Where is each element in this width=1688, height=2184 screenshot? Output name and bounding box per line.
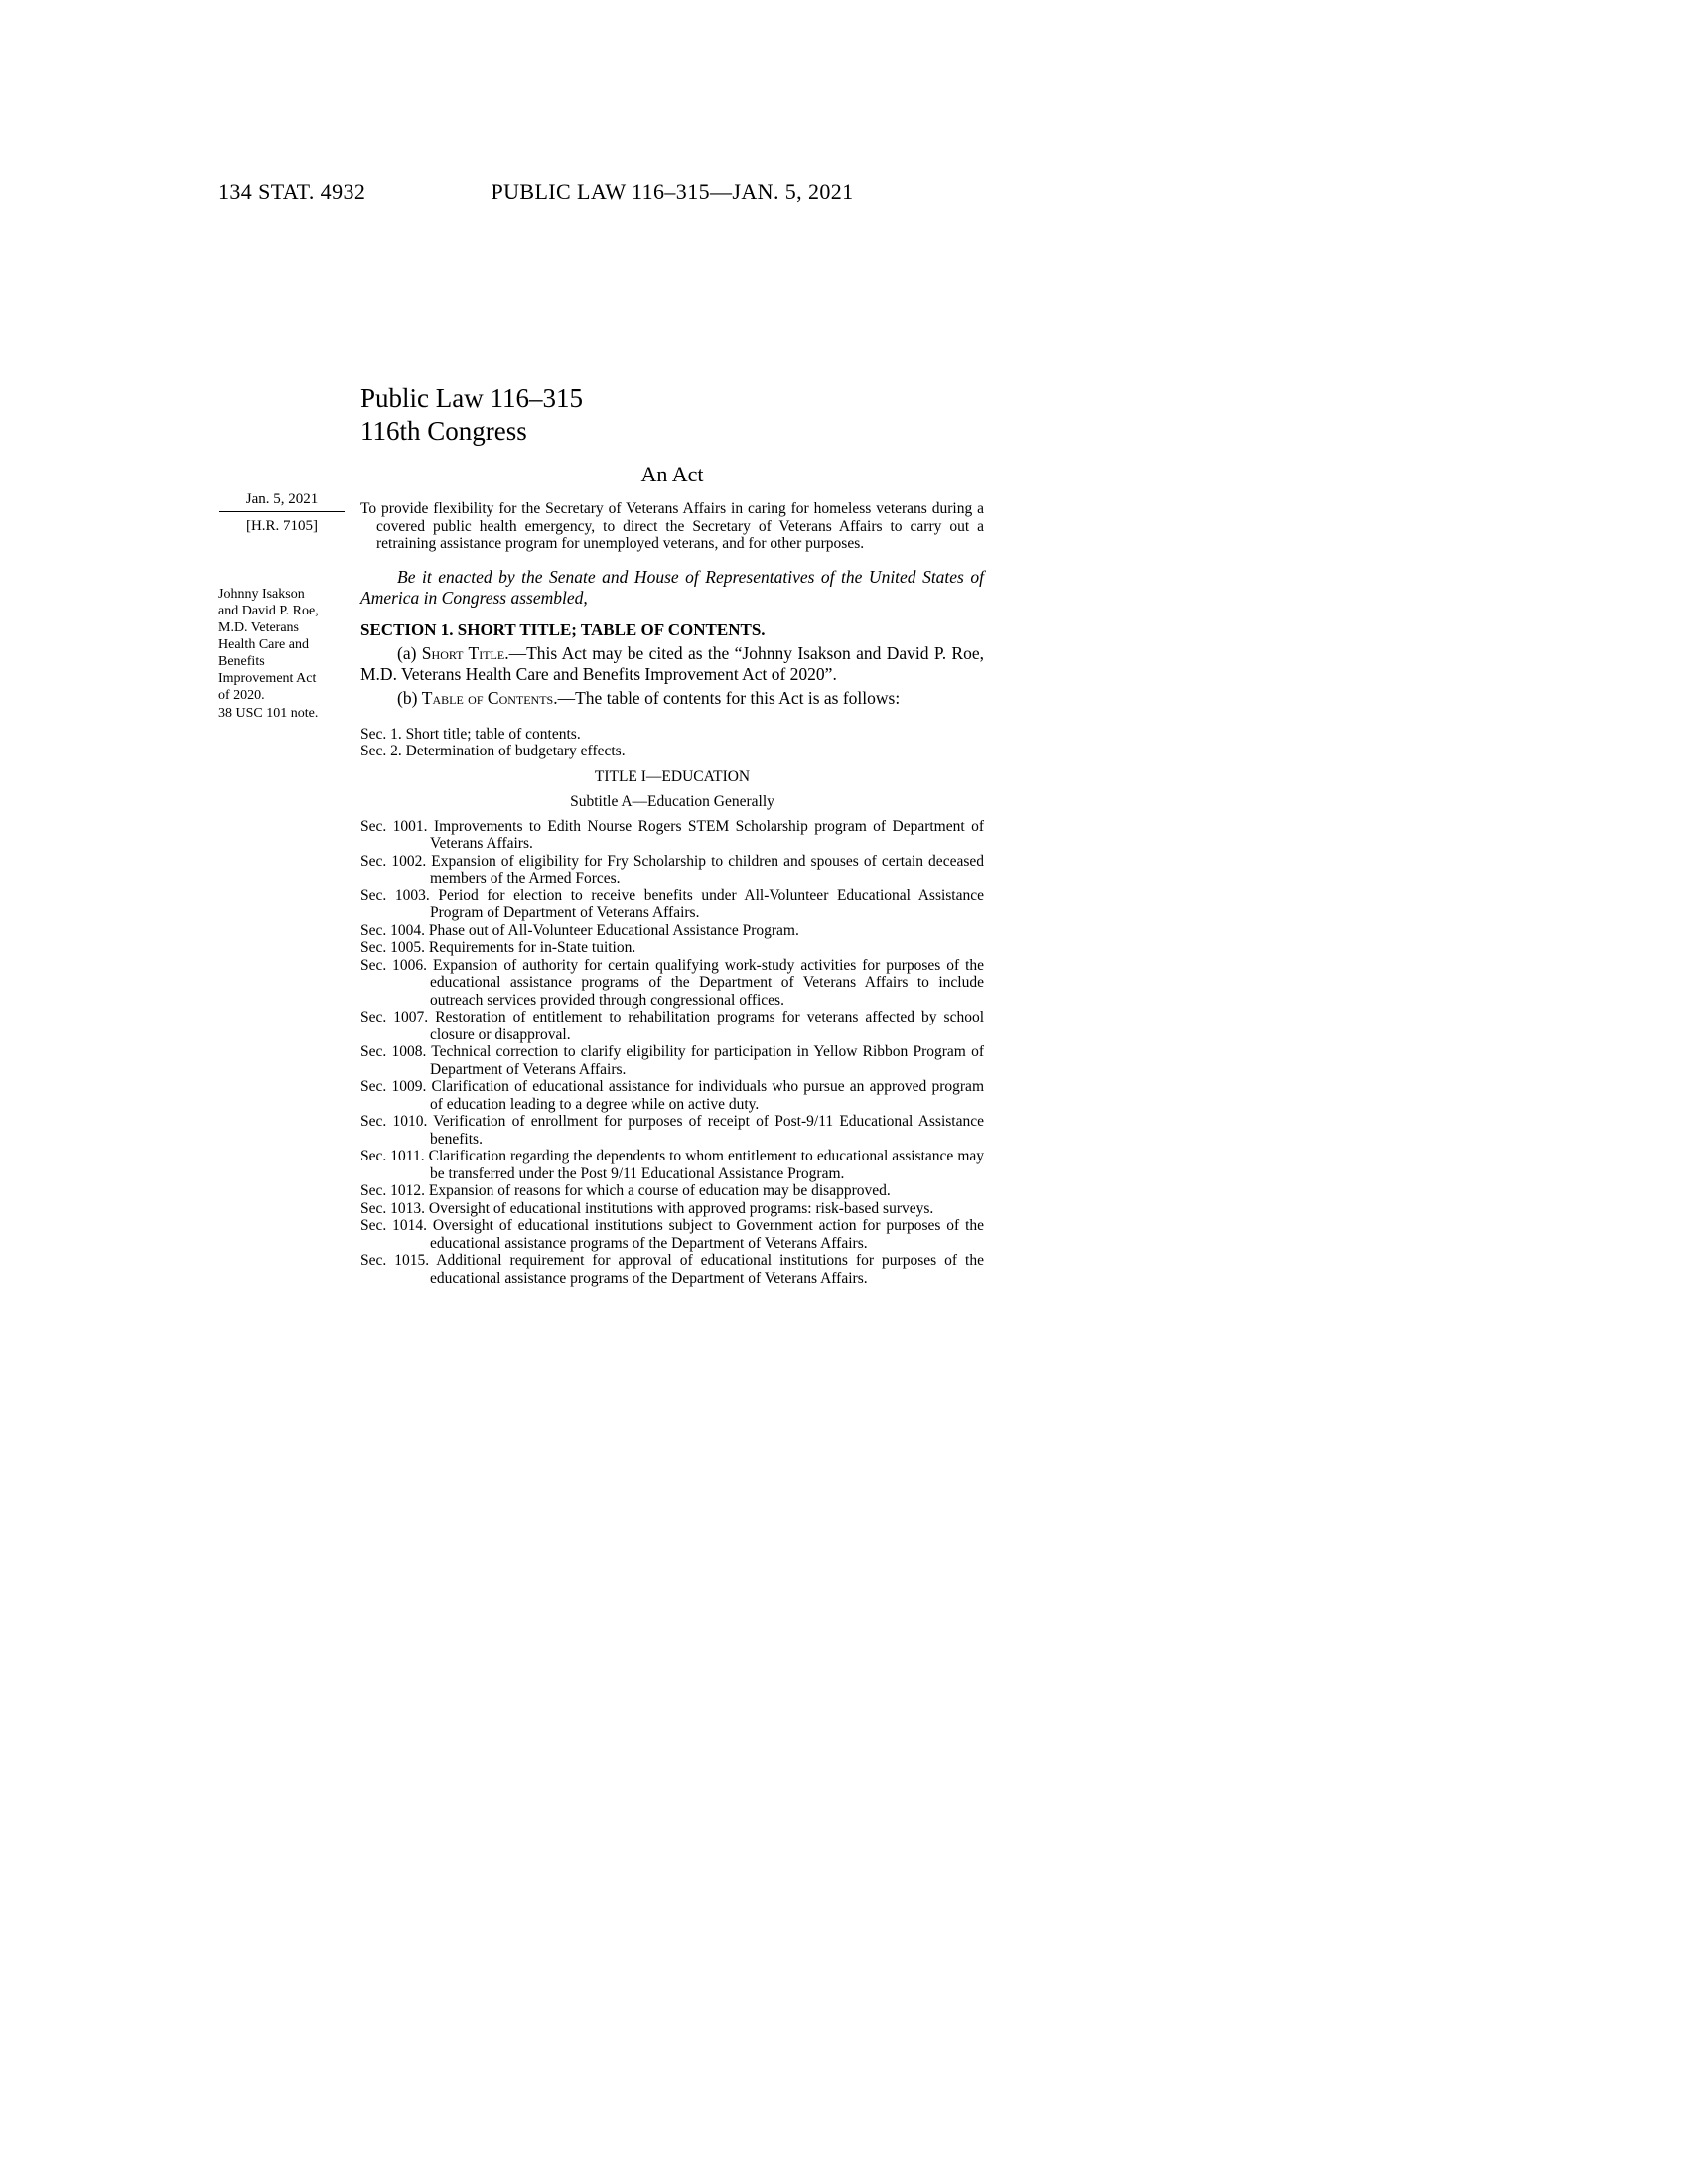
paragraph-b-term: Table of Contents <box>421 687 554 708</box>
table-of-contents <box>360 726 984 1288</box>
preamble-text: To provide flexibility for the Secretary of Veterans Affairs in caring for homeless veterans during a covered public health emergency, to direct the Secretary of Veterans Affairs to carry out a retraining assistance program for unemployed veterans, and for other purposes. <box>360 500 984 553</box>
toc-entry-number: Sec. 1001. <box>360 817 428 835</box>
paragraph-a <box>360 643 984 685</box>
toc-entry-number: Sec. 1003. <box>360 887 430 904</box>
toc-entry-number: Sec. 1015. <box>360 1252 430 1270</box>
toc-entry <box>360 1009 984 1043</box>
toc-entry-text: Expansion of eligibility for Fry Scholarship to children and spouses of certain deceased members of the Armed Forces. <box>430 852 984 887</box>
toc-entry-number: Sec. 1012. <box>360 1182 426 1200</box>
paragraph-b-label: (b) <box>397 687 422 708</box>
paragraph-b <box>360 688 984 709</box>
congress-line: 116th Congress <box>360 416 527 446</box>
section-1-heading: SECTION 1. SHORT TITLE; TABLE OF CONTENTS. <box>360 619 766 639</box>
toc-entry-number: Sec. 1005. <box>360 939 426 957</box>
toc-entry <box>360 726 984 744</box>
margin-note-act-name: Johnny Isakson and David P. Roe, M.D. Veterans Health Care and Benefits Improvement Act of 2020. <box>218 587 319 703</box>
toc-subtitle-heading: Subtitle A—Education Generally <box>570 793 774 811</box>
stat-page-number: 134 STAT. 4932 <box>218 179 366 204</box>
toc-entry <box>360 743 984 760</box>
toc-entry <box>360 1252 984 1287</box>
toc-entry-number: Sec. 1. <box>360 725 402 743</box>
toc-entry <box>360 957 984 1010</box>
toc-entry-number: Sec. 1002. <box>360 852 427 870</box>
toc-entry-text: Verification of enrollment for purposes of receipt of Post-9/11 Educational Assistance benefits. <box>430 1113 984 1148</box>
an-act-heading: An Act <box>640 462 704 486</box>
toc-entry-text: Period for election to receive benefits under All-Volunteer Educational Assistance Program of Department of Veterans Affairs. <box>430 887 985 922</box>
toc-entry-text: Phase out of All-Volunteer Educational Assistance Program. <box>428 921 799 939</box>
toc-entry <box>360 922 984 940</box>
toc-entry-text: Expansion of reasons for which a course of education may be disapproved. <box>428 1182 891 1200</box>
toc-entry <box>360 939 984 957</box>
toc-entry <box>360 1078 984 1113</box>
margin-note-bill-number: [H.R. 7105] <box>245 518 319 534</box>
toc-entry-text: Expansion of authority for certain qualifying work-study activities for purposes of the educational assistance programs of the Department of Veterans Affairs to include outreach services provided through congressional offices. <box>430 956 985 1009</box>
enacting-clause: Be it enacted by the Senate and House of Representatives of the United States of America in Congress assembled, <box>360 566 984 608</box>
margin-date-block <box>219 490 345 535</box>
toc-entry-text: Requirements for in-State tuition. <box>428 939 636 957</box>
toc-entry-number: Sec. 1007. <box>360 1009 429 1026</box>
paragraph-a-label: (a) <box>397 642 422 663</box>
toc-entry-number: Sec. 1011. <box>360 1148 425 1165</box>
law-number-title: Public Law 116–315 <box>360 383 583 413</box>
toc-entry-number: Sec. 1006. <box>360 956 428 974</box>
margin-note-usc-citation: 38 USC 101 note. <box>218 706 319 721</box>
running-header-title: PUBLIC LAW 116–315—JAN. 5, 2021 <box>491 179 854 204</box>
toc-entry-text: Clarification of educational assistance for individuals who pursue an approved program of education leading to a degree while on active duty. <box>430 1078 984 1113</box>
toc-entry-number: Sec. 1013. <box>360 1199 426 1217</box>
toc-entry <box>360 1043 984 1078</box>
margin-note-date: Jan. 5, 2021 <box>219 490 345 512</box>
toc-entry <box>360 887 984 922</box>
toc-entry-number: Sec. 1009. <box>360 1078 427 1096</box>
toc-entry-text: Clarification regarding the dependents to whom entitlement to educational assistance may be transferred under the Post 9/11 Educational Assistance Program. <box>428 1148 985 1182</box>
toc-entry <box>360 853 984 887</box>
toc-entry <box>360 1182 984 1200</box>
paragraph-a-text: .—This Act may be cited as the “Johnny Isakson and David P. Roe, M.D. Veterans Health Care and Benefits Improvement Act of 2020”. <box>360 642 984 684</box>
toc-entry-text: Oversight of educational institutions with approved programs: risk-based surveys. <box>428 1199 934 1217</box>
toc-entry <box>360 1148 984 1182</box>
toc-entry-text: Oversight of educational institutions subject to Government action for purposes of the educational assistance programs of the Department of Veterans Affairs. <box>430 1217 985 1252</box>
toc-entry-number: Sec. 1008. <box>360 1043 427 1061</box>
main-text-column <box>360 382 984 1287</box>
toc-entry <box>360 1113 984 1148</box>
margin-note-block <box>218 586 328 722</box>
toc-entry <box>360 818 984 853</box>
toc-entry-text: Short title; table of contents. <box>405 725 581 743</box>
toc-entry <box>360 1200 984 1218</box>
toc-entry <box>360 1217 984 1252</box>
toc-entry-text: Determination of budgetary effects. <box>405 743 626 760</box>
toc-entry-number: Sec. 1004. <box>360 921 426 939</box>
toc-entry-text: Restoration of entitlement to rehabilitation programs for veterans affected by school closure or disapproval. <box>430 1009 985 1043</box>
paragraph-b-text: .—The table of contents for this Act is as follows: <box>553 687 901 708</box>
toc-entry-text: Technical correction to clarify eligibility for participation in Yellow Ribbon Program of Department of Veterans Affairs. <box>430 1043 984 1078</box>
toc-entry-text: Additional requirement for approval of educational institutions for purposes of the educational assistance programs of the Department of Veterans Affairs. <box>430 1252 984 1287</box>
paragraph-a-term: Short Title <box>421 642 505 663</box>
toc-title-heading: TITLE I—EDUCATION <box>594 767 751 785</box>
toc-entry-text: Improvements to Edith Nourse Rogers STEM Scholarship program of Department of Veterans Affairs. <box>430 817 984 853</box>
toc-entry-number: Sec. 1010. <box>360 1113 428 1131</box>
toc-entry-number: Sec. 2. <box>360 743 402 760</box>
toc-entry-number: Sec. 1014. <box>360 1217 427 1235</box>
